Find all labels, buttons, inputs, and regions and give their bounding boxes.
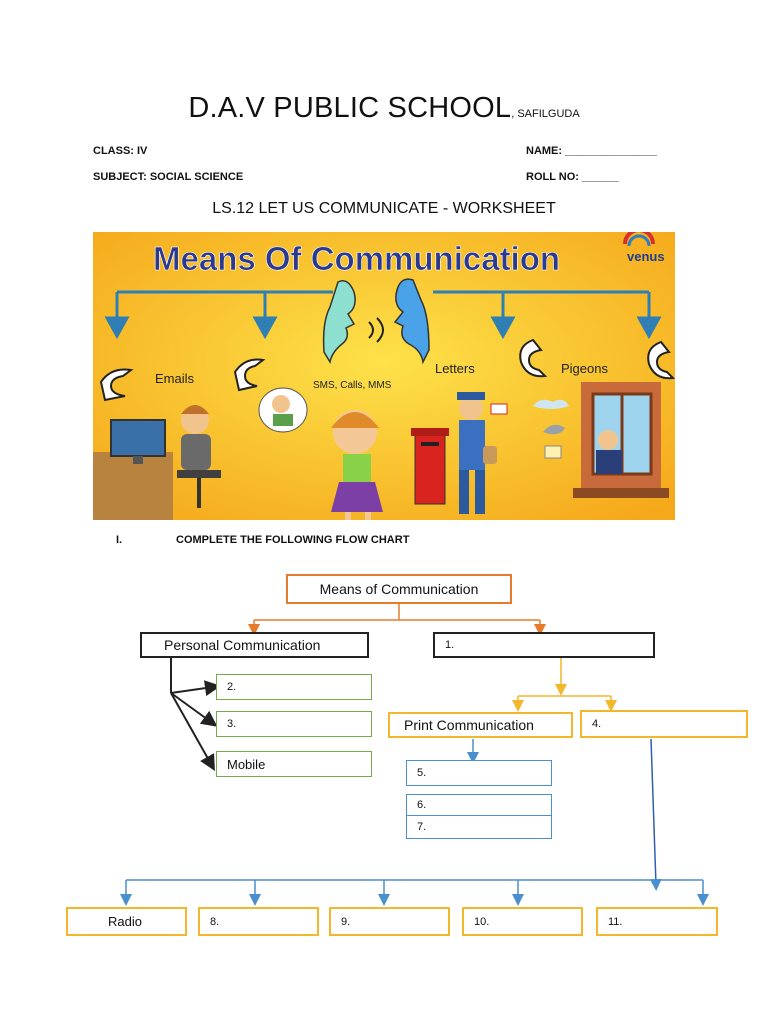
print-communication-box: Print Communication <box>388 712 573 738</box>
sms-label: SMS, Calls, MMS <box>313 380 392 391</box>
mobile-box: Mobile <box>216 751 372 777</box>
blank-1-box[interactable]: 1. <box>433 632 655 658</box>
class-label: CLASS: IV <box>93 145 148 157</box>
school-location: , SAFILGUDA <box>511 108 580 120</box>
banner-title: Means Of Communication <box>153 240 561 277</box>
radio-box: Radio <box>66 907 187 936</box>
blank-9-box[interactable]: 9. <box>329 907 450 936</box>
blank-7-box[interactable]: 7. <box>406 815 552 839</box>
root-box: Means of Communication <box>286 574 512 604</box>
blank-2-box[interactable]: 2. <box>216 674 372 700</box>
letters-label: Letters <box>435 361 475 376</box>
blank-6-box[interactable]: 6. <box>406 794 552 816</box>
emails-label: Emails <box>155 371 195 386</box>
blank-5-box[interactable]: 5. <box>406 760 552 786</box>
blank-11-box[interactable]: 11. <box>596 907 718 936</box>
blank-3-box[interactable]: 3. <box>216 711 372 737</box>
brand-name: venus <box>627 249 665 264</box>
subject-label: SUBJECT: SOCIAL SCIENCE <box>93 171 244 183</box>
question-text: COMPLETE THE FOLLOWING FLOW CHART <box>176 534 410 546</box>
worksheet-title: LS.12 LET US COMMUNICATE - WORKSHEET <box>212 200 556 217</box>
school-name: D.A.V PUBLIC SCHOOL <box>188 92 512 124</box>
blank-4-box[interactable]: 4. <box>580 710 748 738</box>
blank-10-box[interactable]: 10. <box>462 907 583 936</box>
name-field: NAME: _______________ <box>526 145 657 157</box>
roll-no-field: ROLL NO: ______ <box>526 171 619 183</box>
pigeons-label: Pigeons <box>561 361 608 376</box>
question-number: I. <box>116 534 123 546</box>
personal-communication-box: Personal Communication <box>140 632 369 658</box>
blank-8-box[interactable]: 8. <box>198 907 319 936</box>
